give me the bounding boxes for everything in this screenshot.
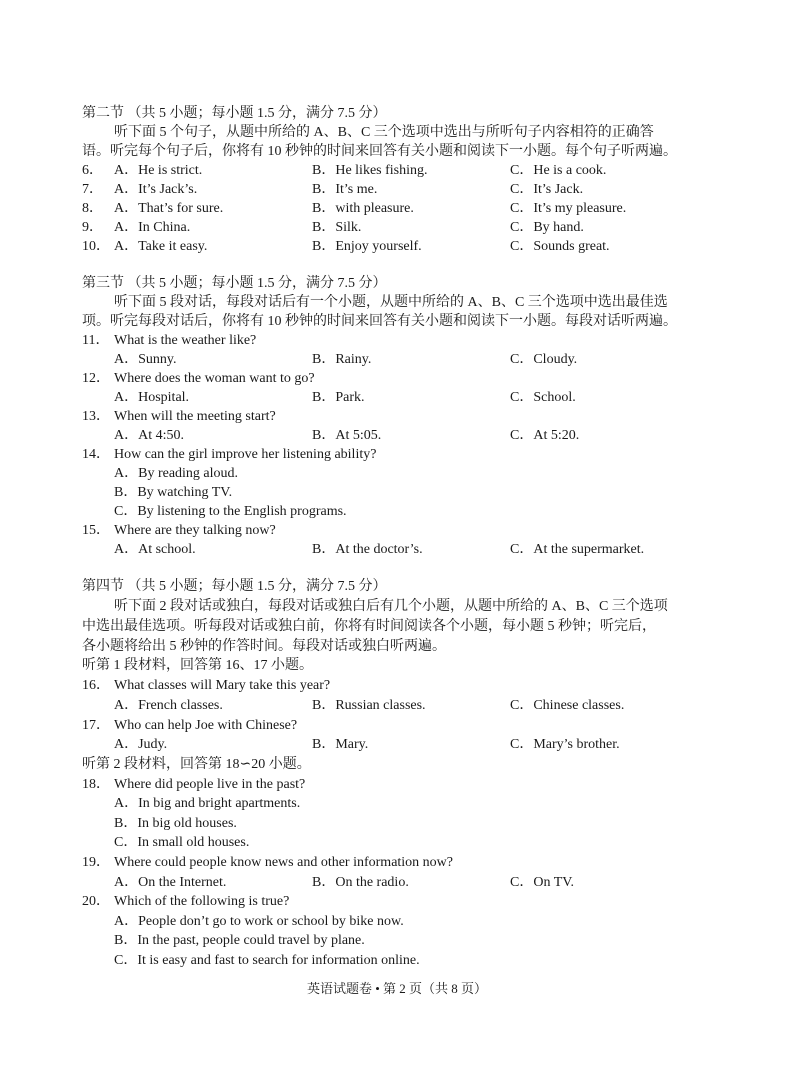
question-text: When will the meeting start? xyxy=(114,409,276,424)
section-instructions: 语。听完每个句子后，你将有 10 秒钟的时间来回答有关小题和阅读下一小题。每个句子听两遍。 xyxy=(82,144,677,159)
question-number: 11． xyxy=(82,333,110,348)
option-b: B．Enjoy yourself. xyxy=(312,239,422,254)
option-a: A．In big and bright apartments. xyxy=(114,796,301,811)
option-a: A．People don’t go to work or school by bike now. xyxy=(114,914,404,929)
option-b: B．By watching TV. xyxy=(114,485,233,500)
question-text: Who can help Joe with Chinese? xyxy=(114,718,298,733)
question-row xyxy=(82,199,722,218)
option-b: B．Rainy. xyxy=(312,352,372,367)
question-text: Where could people know news and other information now? xyxy=(114,855,454,870)
option-c: C．In small old houses. xyxy=(114,835,250,850)
question-row xyxy=(82,369,722,388)
option-b: B．At 5:05. xyxy=(312,428,382,443)
question-number: 13． xyxy=(82,409,110,424)
section-instructions: 项。听完每段对话后，你将有 10 秒钟的时间来回答有关小题和阅读下一小题。每段对话听两遍。 xyxy=(82,314,677,329)
question-row xyxy=(82,521,722,540)
option-a: A．On the Internet. xyxy=(114,875,227,890)
option-c: C．On TV. xyxy=(510,875,575,890)
option-c: C．It’s my pleasure. xyxy=(510,201,627,216)
question-row xyxy=(82,853,722,872)
question-row xyxy=(82,445,722,464)
question-text: Where does the woman want to go? xyxy=(114,371,315,386)
option-a: A．Sunny. xyxy=(114,352,177,367)
question-row xyxy=(82,676,722,695)
page-footer: 英语试题卷 • 第 2 页（共 8 页） xyxy=(306,981,488,996)
question-number: 8． xyxy=(82,201,103,216)
question-number: 12． xyxy=(82,371,110,386)
question-number: 7． xyxy=(82,182,103,197)
option-a: A．It’s Jack’s. xyxy=(114,182,198,197)
option-b: B．with pleasure. xyxy=(312,201,414,216)
question-number: 19． xyxy=(82,855,110,870)
option-a: A．Hospital. xyxy=(114,390,190,405)
question-row xyxy=(82,775,722,794)
option-b: B．At the doctor’s. xyxy=(312,542,423,557)
option-c: C．By listening to the English programs. xyxy=(114,504,347,519)
option-b: B．He likes fishing. xyxy=(312,163,428,178)
section-heading: 第三节 （共 5 小题；每小题 1.5 分，满分 7.5 分） xyxy=(82,276,387,291)
option-a: A．He is strict. xyxy=(114,163,203,178)
question-number: 6． xyxy=(82,163,103,178)
question-text: Which of the following is true? xyxy=(114,894,290,909)
option-a: A．Judy. xyxy=(114,737,168,752)
question-number: 9． xyxy=(82,220,103,235)
section-heading: 第四节 （共 5 小题；每小题 1.5 分，满分 7.5 分） xyxy=(82,579,387,594)
question-number: 10． xyxy=(82,239,110,254)
section-instructions: 听下面 2 段对话或独白，每段对话或独白后有几个小题，从题中所给的 A、B、C 三个选项 xyxy=(114,599,668,614)
section-instructions: 听下面 5 段对话，每段对话后有一个小题，从题中所给的 A、B、C 三个选项中选出最佳选 xyxy=(114,295,668,310)
option-a: A．Take it easy. xyxy=(114,239,208,254)
material-label: 听第 2 段材料，回答第 18∽20 小题。 xyxy=(82,757,311,772)
option-a: A．By reading aloud. xyxy=(114,466,239,481)
option-c: C．School. xyxy=(510,390,576,405)
option-b: B．Russian classes. xyxy=(312,698,426,713)
option-b: B．Silk. xyxy=(312,220,362,235)
question-row xyxy=(82,218,722,237)
option-a: A．In China. xyxy=(114,220,191,235)
option-c: C．Sounds great. xyxy=(510,239,610,254)
material-label: 听第 1 段材料，回答第 16、17 小题。 xyxy=(82,658,313,673)
option-b: B．On the radio. xyxy=(312,875,409,890)
option-a: A．That’s for sure. xyxy=(114,201,224,216)
question-number: 20． xyxy=(82,894,110,909)
option-a: A．French classes. xyxy=(114,698,223,713)
option-c: C．By hand. xyxy=(510,220,584,235)
option-c: C．Cloudy. xyxy=(510,352,578,367)
option-a: A．At school. xyxy=(114,542,196,557)
section-instructions: 中选出最佳选项。听每段对话或独白前，你将有时间阅读各个小题，每小题 5 秒钟；听完后， xyxy=(82,619,656,634)
option-b: B．In the past, people could travel by plane. xyxy=(114,933,365,948)
question-row xyxy=(82,331,722,350)
option-c: C．It is easy and fast to search for information online. xyxy=(114,953,420,968)
question-text: Where are they talking now? xyxy=(114,523,276,538)
question-number: 17． xyxy=(82,718,110,733)
question-number: 15． xyxy=(82,523,110,538)
question-row xyxy=(82,716,722,735)
question-row xyxy=(82,407,722,426)
question-row xyxy=(82,892,722,911)
option-c: C．Chinese classes. xyxy=(510,698,625,713)
option-a: A．At 4:50. xyxy=(114,428,184,443)
question-number: 18． xyxy=(82,777,110,792)
question-text: Where did people live in the past? xyxy=(114,777,306,792)
question-row xyxy=(82,237,722,256)
option-c: C．At the supermarket. xyxy=(510,542,645,557)
option-c: C．Mary’s brother. xyxy=(510,737,620,752)
question-text: What classes will Mary take this year? xyxy=(114,678,331,693)
option-c: C．He is a cook. xyxy=(510,163,607,178)
question-number: 16． xyxy=(82,678,110,693)
option-b: B．Mary. xyxy=(312,737,369,752)
section-heading: 第二节 （共 5 小题；每小题 1.5 分，满分 7.5 分） xyxy=(82,106,387,121)
question-text: What is the weather like? xyxy=(114,333,257,348)
option-b: B．Park. xyxy=(312,390,365,405)
option-c: C．At 5:20. xyxy=(510,428,580,443)
question-row xyxy=(82,161,722,180)
option-b: B．In big old houses. xyxy=(114,816,237,831)
question-row xyxy=(82,180,722,199)
section-instructions: 各小题将给出 5 秒钟的作答时间。每段对话或独白听两遍。 xyxy=(82,639,446,654)
question-number: 14． xyxy=(82,447,110,462)
option-c: C．It’s Jack. xyxy=(510,182,584,197)
question-text: How can the girl improve her listening ability? xyxy=(114,447,377,462)
option-b: B．It’s me. xyxy=(312,182,378,197)
section-instructions: 听下面 5 个句子，从题中所给的 A、B、C 三个选项中选出与所听句子内容相符的正确答 xyxy=(114,125,654,140)
